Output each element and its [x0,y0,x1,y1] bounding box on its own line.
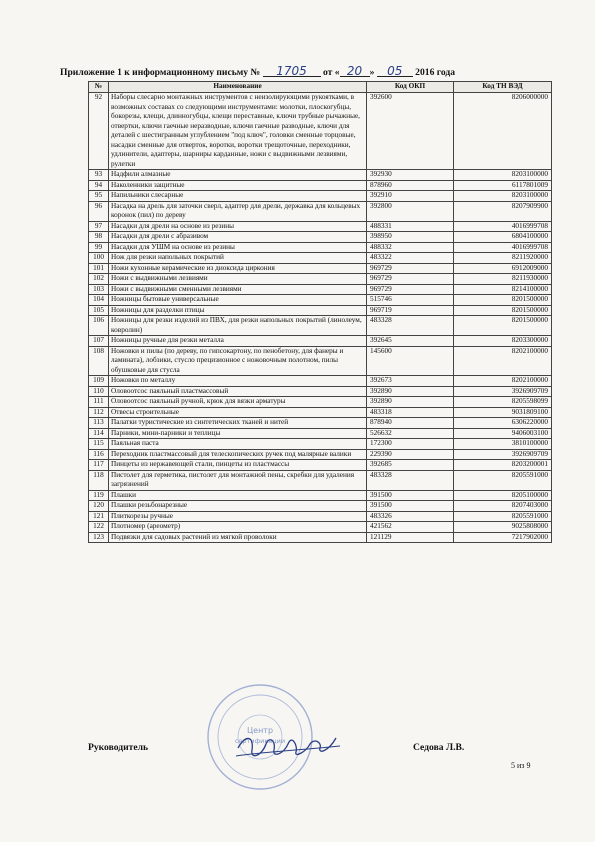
row-name: Оловоотсос паяльный пластмассовый [109,386,367,397]
signatory-name: Седова Л.В. [413,742,465,753]
row-okp-code: 515746 [367,295,454,306]
table-row [89,180,552,191]
header-title: Приложение 1 к информационному письму № [60,67,261,78]
row-number: 92 [89,93,109,170]
row-name: Пистолет для герметика, пистолет для монтажной пены, скребки для удаления загрязнений [109,470,367,490]
row-tnved-code: 8206000000 [454,93,552,170]
row-name: Оловоотсос паяльный ручной, крюк для вязки арматуры [109,397,367,408]
row-number: 94 [89,180,109,191]
row-name: Ножовки и пилы (по дереву, по гипсокартону, по пенобетону, для фанеры и ламината), лобзики, стусло прецизионное с ножовочным полотном, пилы обушковые для стусла [109,346,367,376]
row-okp-code: 878960 [367,180,454,191]
row-number: 115 [89,439,109,450]
row-okp-code: 969729 [367,263,454,274]
row-number: 119 [89,490,109,501]
table-row [89,428,552,439]
row-number: 95 [89,191,109,202]
row-tnved-code: 8203300000 [454,336,552,347]
row-number: 118 [89,470,109,490]
table-row [89,263,552,274]
row-tnved-code: 8211920000 [454,253,552,264]
table-row [89,490,552,501]
row-name: Парники, мини-парники и теплицы [109,428,367,439]
row-okp-code: 483326 [367,511,454,522]
row-name: Паяльная паста [109,439,367,450]
row-okp-code: 392890 [367,397,454,408]
row-number: 122 [89,522,109,533]
table-row [89,470,552,490]
table-row [89,93,552,170]
row-okp-code: 969719 [367,305,454,316]
signatory-position: Руководитель [88,742,149,753]
row-tnved-code: 7217902000 [454,532,552,543]
row-name: Ножницы бытовые универсальные [109,295,367,306]
date-day: 20 [340,66,370,77]
row-okp-code: 392890 [367,386,454,397]
row-name: Ножницы для резки изделий из ПВХ, для резки напольных покрытий (линолеум, ковролин) [109,316,367,336]
row-number: 106 [89,316,109,336]
svg-text:сертификации: сертификации [234,737,286,745]
row-okp-code: 398950 [367,232,454,243]
row-number: 123 [89,532,109,543]
row-tnved-code: 8205591000 [454,511,552,522]
column-header-okp: Код ОКП [367,82,454,93]
row-number: 120 [89,501,109,512]
row-okp-code: 483328 [367,316,454,336]
row-name: Ножи с выдвижными лезвиями [109,274,367,285]
document-header [60,66,560,78]
table-row [89,460,552,471]
row-name: Наборы слесарно монтажных инструментов с неизолирующими рукоятками, в возможных составах со следующими инструментами: молотки, плоскогубцы, бокорезы, клещи, длинногубцы, клещи переставные, ключи трубные рычажные, отвертки, ключи гаечные неразводные, ключи гаечные разводные, ключи для деталей с шестигранным углублением "под ключ", головки сменные торцовые, насадки сменные для отверток, воротки, воротки трещоточные, переходники, удлинители, адаптеры, шарниры карданные, ножи с выдвижными лезвиями, рулетки [109,93,367,170]
row-name: Плашки [109,490,367,501]
row-number: 103 [89,284,109,295]
row-okp-code: 229390 [367,449,454,460]
row-name: Отвесы строительные [109,407,367,418]
row-tnved-code: 8201500000 [454,316,552,336]
row-number: 114 [89,428,109,439]
row-number: 112 [89,407,109,418]
table-row [89,511,552,522]
row-okp-code: 391500 [367,501,454,512]
row-name: Подвязки для садовых растений из мягкой проволоки [109,532,367,543]
table-row [89,397,552,408]
table-row [89,170,552,181]
row-name: Наколенники защитные [109,180,367,191]
row-name: Насадка на дрель для заточки сверл, адаптер для дрели, державка для кольцевых коронок (пил) по дереву [109,201,367,221]
row-number: 93 [89,170,109,181]
row-tnved-code: 9025808000 [454,522,552,533]
row-name: Плотномер (ареометр) [109,522,367,533]
row-tnved-code: 3926909709 [454,386,552,397]
table-row [89,191,552,202]
table-row [89,418,552,429]
row-name: Ножницы для разделки птицы [109,305,367,316]
row-number: 97 [89,221,109,232]
page-number: 5 из 9 [511,761,531,770]
row-number: 98 [89,232,109,243]
row-tnved-code: 8207909900 [454,201,552,221]
row-okp-code: 145600 [367,346,454,376]
table-row [89,336,552,347]
row-tnved-code: 8205591000 [454,470,552,490]
table-row [89,201,552,221]
row-number: 101 [89,263,109,274]
row-tnved-code: 8203200001 [454,460,552,471]
row-okp-code: 488332 [367,242,454,253]
row-name: Нож для резки напольных покрытий [109,253,367,264]
row-okp-code: 483318 [367,407,454,418]
column-header-number: № [89,82,109,93]
row-name: Насадки для дрели с абразивом [109,232,367,243]
table-row [89,407,552,418]
row-tnved-code: 8202100000 [454,376,552,387]
row-tnved-code: 4016999708 [454,242,552,253]
row-okp-code: 969729 [367,274,454,285]
row-okp-code: 392910 [367,191,454,202]
table-row [89,221,552,232]
row-tnved-code: 8202100000 [454,346,552,376]
row-number: 109 [89,376,109,387]
table-row [89,253,552,264]
row-tnved-code: 8205100000 [454,490,552,501]
row-tnved-code: 6912009000 [454,263,552,274]
table-row [89,316,552,336]
row-okp-code: 121129 [367,532,454,543]
row-tnved-code: 9031809100 [454,407,552,418]
row-okp-code: 391500 [367,490,454,501]
row-okp-code: 483322 [367,253,454,264]
table-row [89,242,552,253]
row-name: Переходник пластмассовый для телескопических ручек под малярные валики [109,449,367,460]
row-okp-code: 488331 [367,221,454,232]
row-okp-code: 483328 [367,470,454,490]
row-name: Надфили алмазные [109,170,367,181]
row-name: Пинцеты из нержавеющей стали, пинцеты из пластмассы [109,460,367,471]
table-row [89,522,552,533]
date-year: 2016 года [415,67,456,78]
row-tnved-code: 3810100000 [454,439,552,450]
row-number: 117 [89,460,109,471]
row-okp-code: 878940 [367,418,454,429]
letter-number: 1705 [263,66,321,77]
row-tnved-code: 8207403000 [454,501,552,512]
table-row [89,295,552,306]
row-tnved-code: 6306220000 [454,418,552,429]
row-tnved-code: 8203100000 [454,170,552,181]
row-tnved-code: 6804100000 [454,232,552,243]
table-row [89,449,552,460]
row-tnved-code: 8205598099 [454,397,552,408]
row-number: 105 [89,305,109,316]
row-number: 99 [89,242,109,253]
row-tnved-code: 8201500000 [454,305,552,316]
table-row [89,386,552,397]
row-tnved-code: 8211930000 [454,274,552,285]
table-header-row [89,82,552,93]
row-number: 111 [89,397,109,408]
row-okp-code: 392930 [367,170,454,181]
table-row [89,284,552,295]
row-okp-code: 392600 [367,93,454,170]
column-header-name: Наименование [109,82,367,93]
products-table [88,81,552,543]
row-tnved-code: 9406003100 [454,428,552,439]
row-number: 96 [89,201,109,221]
row-okp-code: 392673 [367,376,454,387]
table-body [89,93,552,543]
row-number: 102 [89,274,109,285]
table-row [89,439,552,450]
row-tnved-code: 8201500000 [454,295,552,306]
row-name: Насадки для дрели на основе из резины [109,221,367,232]
row-okp-code: 172300 [367,439,454,450]
row-name: Ножовки по металлу [109,376,367,387]
row-name: Плиткорезы ручные [109,511,367,522]
row-name: Ножи с выдвижными сменными лезвиями [109,284,367,295]
row-tnved-code: 4016999708 [454,221,552,232]
row-tnved-code: 8203100000 [454,191,552,202]
date-prefix: от « [322,67,340,78]
svg-text:Центр: Центр [246,726,274,735]
row-number: 113 [89,418,109,429]
table-row [89,501,552,512]
row-tnved-code: 6117801009 [454,180,552,191]
row-okp-code: 526632 [367,428,454,439]
row-okp-code: 969729 [367,284,454,295]
row-number: 110 [89,386,109,397]
row-name: Палатки туристические из синтетических тканей и нитей [109,418,367,429]
row-name: Напильники слесарные [109,191,367,202]
row-okp-code: 392685 [367,460,454,471]
row-name: Плашки резьбонарезные [109,501,367,512]
row-okp-code: 392645 [367,336,454,347]
row-okp-code: 392800 [367,201,454,221]
row-number: 100 [89,253,109,264]
row-number: 104 [89,295,109,306]
table-row [89,274,552,285]
table-row [89,232,552,243]
date-month: 05 [377,66,413,77]
row-number: 121 [89,511,109,522]
row-number: 108 [89,346,109,376]
row-tnved-code: 3926909709 [454,449,552,460]
table-row [89,346,552,376]
handwritten-signature [232,726,344,766]
row-name: Ножницы ручные для резки металла [109,336,367,347]
table-row [89,532,552,543]
row-number: 116 [89,449,109,460]
table-row [89,305,552,316]
table-row [89,376,552,387]
row-tnved-code: 8214100000 [454,284,552,295]
row-okp-code: 421562 [367,522,454,533]
row-name: Насадки для УШМ на основе из резины [109,242,367,253]
row-name: Ножи кухонные керамические из диоксида циркония [109,263,367,274]
column-header-tnved: Код ТН ВЭД [454,82,552,93]
row-number: 107 [89,336,109,347]
date-quote: » [369,67,375,78]
